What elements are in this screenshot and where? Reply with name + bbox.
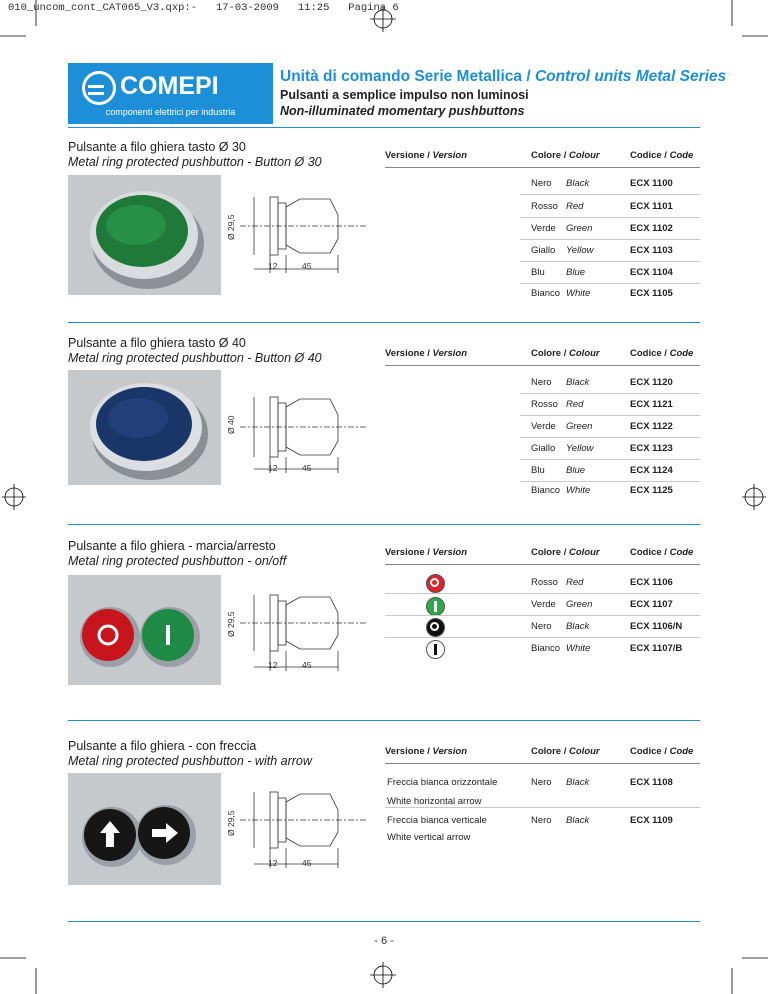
product-code: ECX 1120 [630,377,673,388]
logo-tagline: componenti elettrici per industria [105,107,236,117]
header-rule [385,564,700,565]
logo-mark-bar [88,85,104,88]
column-header-version: Versione / Version [385,150,468,161]
version-en: White horizontal arrow [387,796,482,807]
column-header-colour: Colore / Colour [531,150,600,161]
section-title: Pulsante a filo ghiera tasto Ø 30 [68,140,246,154]
dimension-label: Ø 29,5 [226,810,236,836]
stop-symbol-icon [426,574,445,593]
product-code: ECX 1123 [630,443,673,454]
product-photo [68,575,221,685]
dimension-label: Ø 40 [226,415,236,434]
version-it: Freccia bianca verticale [387,815,487,826]
row-divider [520,194,700,195]
product-code: ECX 1125 [630,485,673,496]
product-photo [68,370,221,485]
row-divider [520,437,700,438]
section-divider [68,524,700,525]
column-header-code: Codice / Code [630,348,694,359]
section-title: Pulsante a filo ghiera tasto Ø 40 [68,336,246,350]
pushbutton-on-off-image [68,575,221,685]
start-symbol-icon [426,597,445,616]
colour-en: Yellow [566,245,594,256]
footer-divider [68,921,700,922]
line-symbol-icon [434,601,437,612]
column-header-colour: Colore / Colour [531,746,600,757]
row-divider [520,459,700,460]
colour-it: Verde [531,421,556,432]
product-photo [68,175,221,295]
column-header-version: Versione / Version [385,348,468,359]
section-title: Pulsante a filo ghiera - con freccia [68,739,257,753]
colour-it: Bianco [531,288,561,299]
colour-en: Green [566,223,593,234]
stop-symbol-icon [426,618,445,637]
colour-it: Nero [531,377,552,388]
column-header-version: Versione / Version [385,547,468,558]
colour-it: Blu [531,465,545,476]
dimension-label: Ø 29,5 [226,611,236,637]
product-code: ECX 1101 [630,201,673,212]
product-code: ECX 1104 [630,267,673,278]
colour-en: Red [566,577,584,588]
subtitle-en: Non-illuminated momentary pushbuttons [280,104,525,118]
product-code: ECX 1107 [630,599,673,610]
circle-symbol-icon [430,622,439,631]
colour-it: Verde [531,223,556,234]
column-header-code: Codice / Code [630,547,694,558]
circle-symbol-icon [430,578,439,587]
colour-en: Black [566,777,590,788]
pushbutton-blue-image [68,370,221,485]
colour-it: Nero [531,178,552,189]
column-header-code: Codice / Code [630,746,694,757]
subtitle-it: Pulsanti a semplice impulso non luminosi [280,88,529,102]
page-title: Unità di comando Serie Metallica / Control units Metal Series [280,68,727,85]
row-divider [385,593,700,594]
logo-mark-icon [82,71,116,105]
logo-mark-bar [88,92,104,95]
colour-it: Giallo [531,443,556,454]
dimension-label: 12 [268,261,278,271]
section-subtitle: Metal ring protected pushbutton - with arrow [68,754,312,768]
section-subtitle: Metal ring protected pushbutton - on/off [68,554,287,568]
colour-en: Green [566,599,593,610]
colour-it: Nero [531,621,552,632]
colour-it: Rosso [531,577,558,588]
product-code: ECX 1102 [630,223,673,234]
colour-it: Blu [531,267,545,278]
row-divider [520,393,700,394]
colour-it: Giallo [531,245,556,256]
dimension-label: 45 [302,261,312,271]
column-header-code: Codice / Code [630,150,694,161]
row-divider [385,615,700,616]
dimension-label: 12 [268,660,278,670]
product-code: ECX 1100 [630,178,673,189]
colour-en: Black [566,621,590,632]
pushbutton-green-image [68,175,221,295]
colour-en: White [566,485,591,496]
colour-it: Nero [531,777,552,788]
colour-en: White [566,643,591,654]
section-subtitle: Metal ring protected pushbutton - Button Ø 40 [68,351,322,365]
header-rule [385,167,700,168]
section-divider [68,322,700,323]
column-header-colour: Colore / Colour [531,547,600,558]
row-divider [520,415,700,416]
colour-en: Blue [566,465,586,476]
header-divider [68,127,700,128]
logo-brand: COMEPI [120,72,219,100]
dimension-label: 12 [268,858,278,868]
page-number: - 6 - [374,935,394,947]
colour-it: Nero [531,815,552,826]
colour-en: Red [566,399,584,410]
colour-it: Bianco [531,485,561,496]
product-code: ECX 1106/N [630,621,683,632]
colour-en: Blue [566,267,586,278]
dimension-label: 45 [302,858,312,868]
colour-en: Black [566,377,590,388]
product-code: ECX 1103 [630,245,673,256]
comepi-logo [68,63,273,124]
colour-it: Bianco [531,643,561,654]
product-code: ECX 1124 [630,465,673,476]
colour-it: Rosso [531,201,558,212]
column-header-colour: Colore / Colour [531,348,600,359]
row-divider [520,283,700,284]
colour-en: Yellow [566,443,594,454]
column-header-version: Versione / Version [385,746,468,757]
product-code: ECX 1121 [630,399,673,410]
colour-it: Rosso [531,399,558,410]
row-divider [520,261,700,262]
section-divider [68,720,700,721]
dimension-label: 12 [268,463,278,473]
version-it: Freccia bianca orizzontale [387,777,498,788]
row-divider [520,481,700,482]
dimension-label: 45 [302,660,312,670]
colour-en: Red [566,201,584,212]
header-rule [385,365,700,366]
colour-en: White [566,288,591,299]
pushbutton-arrow-image [68,773,221,885]
print-slug: 010_uncom_cont_CAT065_V3.qxp:- 17-03-2009 11:25 Pagina 6 [8,2,399,14]
product-code: ECX 1105 [630,288,673,299]
colour-en: Black [566,178,590,189]
dimension-label: 45 [302,463,312,473]
colour-en: Black [566,815,590,826]
product-code: ECX 1109 [630,815,673,826]
row-divider [385,637,700,638]
section-subtitle: Metal ring protected pushbutton - Button Ø 30 [68,155,322,169]
product-code: ECX 1106 [630,577,673,588]
dimension-label: Ø 29,5 [226,214,236,240]
row-divider [520,217,700,218]
product-photo [68,773,221,885]
product-code: ECX 1108 [630,777,673,788]
section-title: Pulsante a filo ghiera - marcia/arresto [68,539,276,553]
product-code: ECX 1107/B [630,643,683,654]
colour-it: Verde [531,599,556,610]
row-divider [385,807,700,808]
product-code: ECX 1122 [630,421,673,432]
version-en: White vertical arrow [387,832,471,843]
colour-en: Green [566,421,593,432]
row-divider [520,239,700,240]
start-symbol-icon [426,640,445,659]
line-symbol-icon [434,644,437,655]
header-rule [385,763,700,764]
